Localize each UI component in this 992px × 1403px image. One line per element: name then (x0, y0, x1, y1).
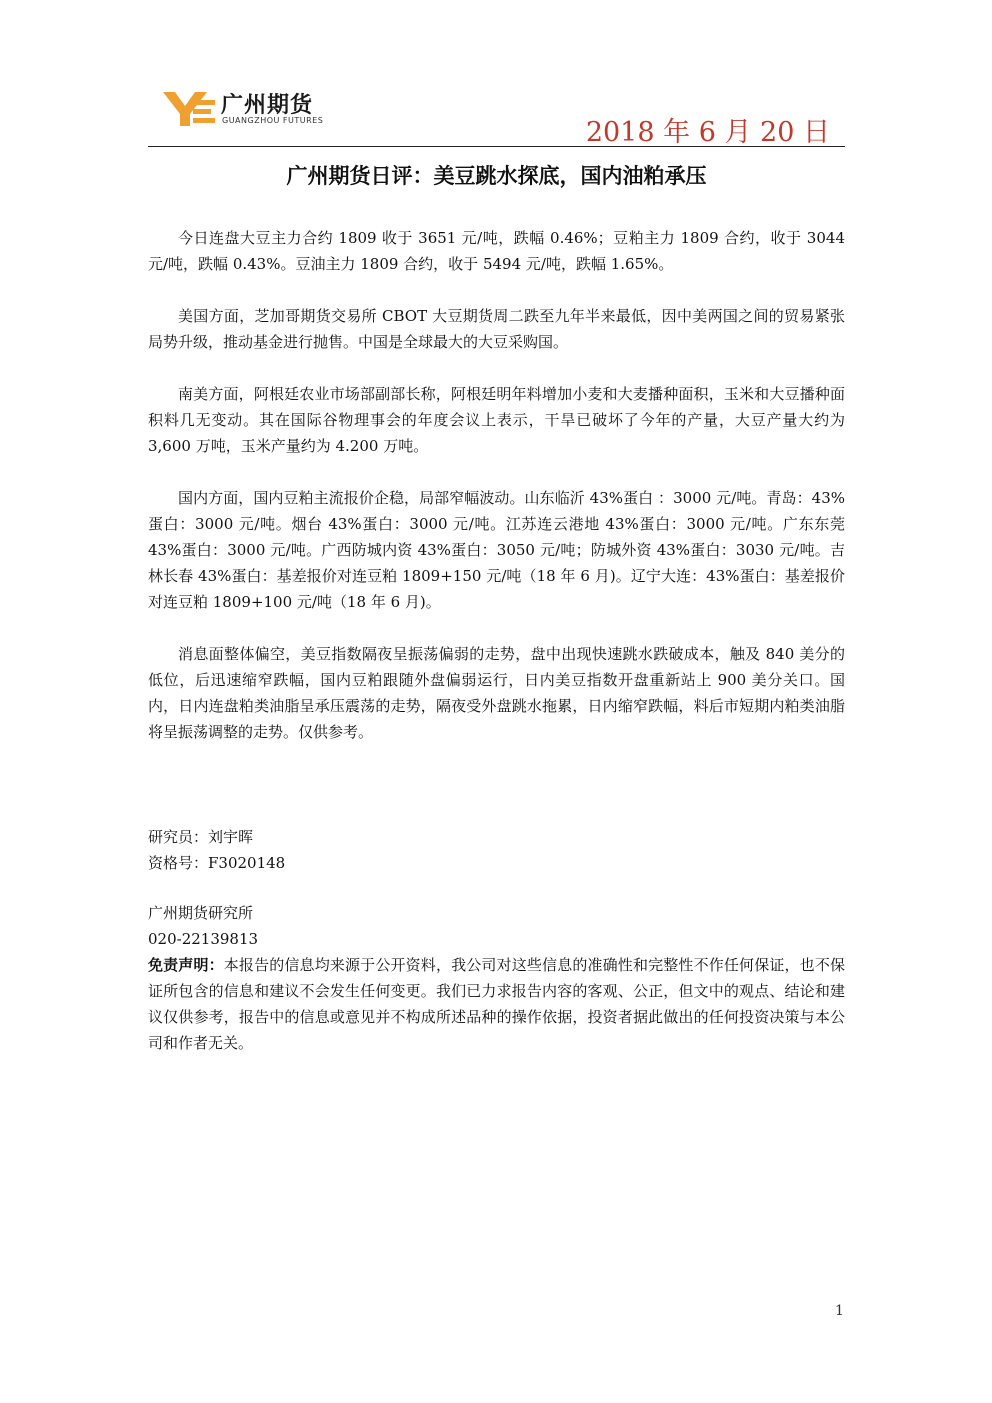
researcher-name: 研究员：刘宇晖 (148, 828, 254, 846)
paragraph-domestic-prices: 国内方面，国内豆粕主流报价企稳，局部窄幅波动。山东临沂 43%蛋白 ：3000 元/吨。青岛：43%蛋白：3000 元/吨。烟台 43%蛋白：3000 元/吨。江苏连云港地 43%蛋白：3000 元/吨。广东东莞 43%蛋白：3000 元/吨。广西防城内资 43%蛋白：3050 元/吨；防城外资 43%蛋白：3030 元/吨。吉林长春 43%蛋白：基差报价对连豆粕 1809+150 元/吨（18 年 6 月)。辽宁大连：43%蛋白：基差报价对连豆粕 1809+100 元/吨（18 年 6 月)。 (148, 489, 845, 611)
disclaimer-label: 免责声明： (148, 956, 224, 974)
page-number: 1 (835, 1303, 844, 1319)
license-number: 资格号：F3020148 (148, 854, 286, 872)
company-logo (163, 86, 363, 132)
signature-block (148, 824, 845, 1056)
header-divider (148, 146, 845, 147)
report-title: 广州期货日评：美豆跳水探底，国内油粕承压 (286, 164, 707, 188)
disclaimer (148, 952, 845, 1056)
paragraph-outlook: 消息面整体偏空，美豆指数隔夜呈振荡偏弱的走势，盘中出现快速跳水跌破成本，触及 840 美分的低位，后迅速缩窄跌幅，国内豆粕跟随外盘偏弱运行，日内美豆指数开盘重新站上 900 美分关口。国内，日内连盘粕类油脂呈承压震荡的走势，隔夜受外盘跳水拖累，日内缩窄跌幅，料后市短期内粕类油脂将呈振荡调整的走势。仅供参考。 (148, 645, 845, 741)
report-date: 2018 年 6 月 20 日 (585, 117, 830, 148)
logo-chinese-name: 广州期货 (221, 93, 314, 118)
paragraph-market-close: 今日连盘大豆主力合约 1809 收于 3651 元/吨，跌幅 0.46%；豆粕主力 1809 合约，收于 3044 元/吨，跌幅 0.43%。豆油主力 1809 合约，收于 5494 元/吨，跌幅 1.65%。 (148, 229, 845, 273)
contact-phone: 020-22139813 (148, 930, 259, 948)
report-body (148, 225, 845, 771)
paragraph-south-america: 南美方面，阿根廷农业市场部副部长称，阿根廷明年料增加小麦和大麦播种面积，玉米和大豆播种面积料几无变动。其在国际谷物理事会的年度会议上表示，干旱已破坏了今年的产量，大豆产量大约为 3,600 万吨，玉米产量约为 4.200 万吨。 (148, 385, 845, 455)
logo-english-name: GUANGZHOU FUTURES (222, 116, 324, 125)
guangzhou-futures-logo-icon (163, 88, 217, 128)
disclaimer-text: 本报告的信息均来源于公开资料，我公司对这些信息的准确性和完整性不作任何保证，也不保证所包含的信息和建议不会发生任何变更。我们已力求报告内容的客观、公正，但文中的观点、结论和建议仅供参考，报告中的信息或意见并不构成所述品种的操作依据，投资者据此做出的任何投资决策与本公司和作者无关。 (148, 956, 845, 1052)
institute-name: 广州期货研究所 (148, 904, 254, 922)
paragraph-us-market: 美国方面，芝加哥期货交易所 CBOT 大豆期货周二跌至九年半来最低，因中美两国之间的贸易紧张局势升级，推动基金进行抛售。中国是全球最大的大豆采购国。 (148, 307, 845, 351)
